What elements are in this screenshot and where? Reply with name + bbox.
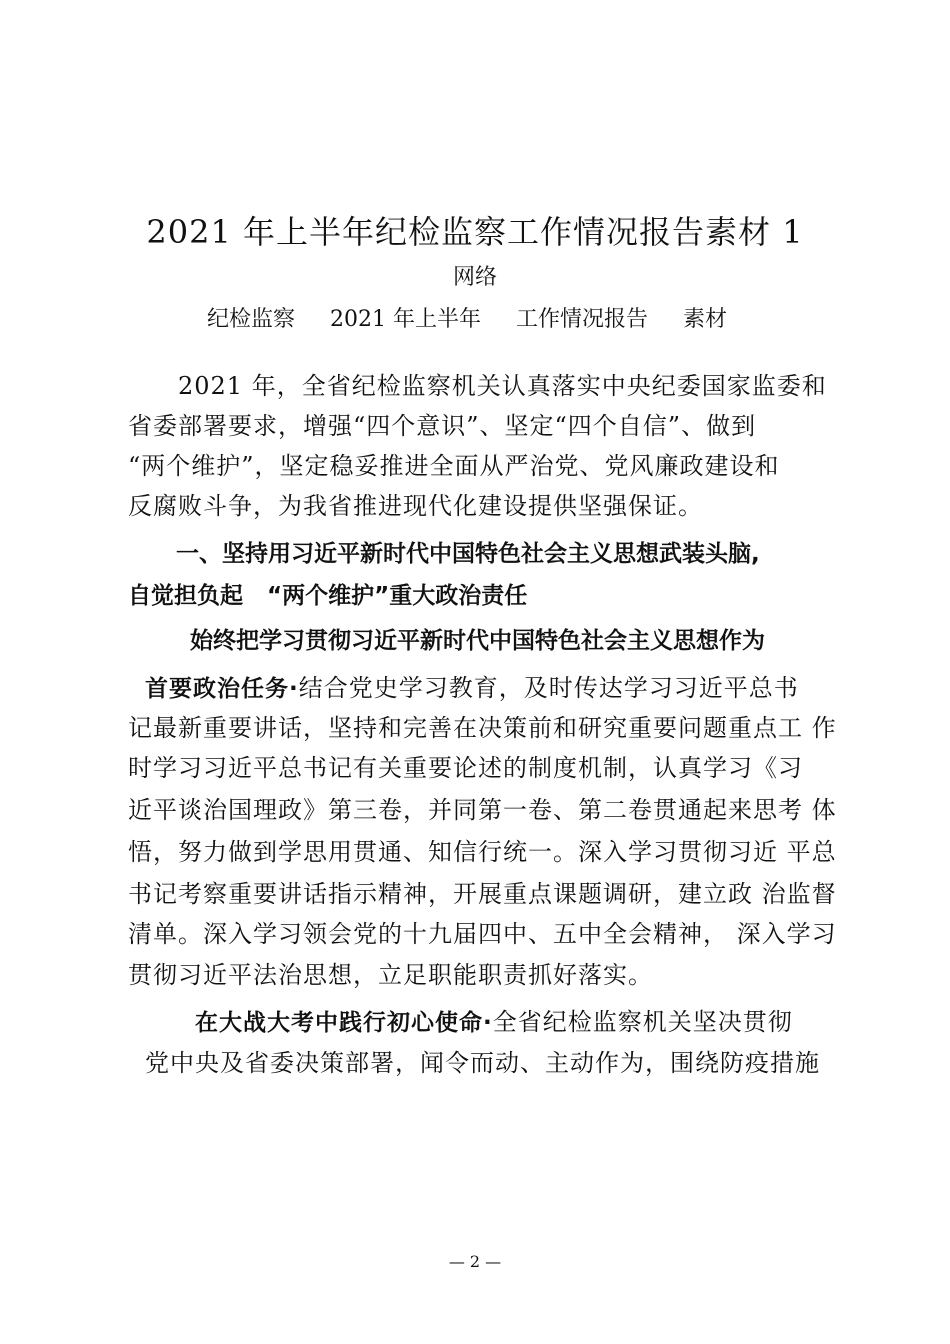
keyword: 素材 xyxy=(683,307,728,332)
para1-bold-phrase: 首要政治任务· xyxy=(145,676,299,702)
para1-line: 悟，努力做到学思用贯通、知信行统一。深入学习贯彻习近 平总 xyxy=(128,838,837,866)
source-label: 网络 xyxy=(452,265,497,290)
page-number: — 2 — xyxy=(448,1252,502,1271)
document-title: 2021 年上半年纪检监察工作情况报告素材 1 xyxy=(146,213,804,251)
intro-line: “两个维护”，坚定稳妥推进全面从严治党、党风廉政建设和 xyxy=(128,452,780,480)
para2-line: 党中央及省委决策部署，闻令而动、主动作为，围绕防疫措施 xyxy=(145,1049,820,1077)
para1-line: 贯彻习近平法治思想，立足职能职责抓好落实。 xyxy=(128,961,653,989)
keyword: 工作情况报告 xyxy=(516,307,649,332)
para2-first-text: 全省纪检监察机关坚决贯彻 xyxy=(492,1008,793,1036)
intro-line: 省委部署要求，增强“四个意识”、坚定“四个自信”、做到 xyxy=(128,412,757,440)
para1-line: 时学习习近平总书记有关重要论述的制度机制，认真学习《习 xyxy=(128,754,803,782)
section-heading-line: 一、坚持用习近平新时代中国特色社会主义思想武装头脑, xyxy=(176,541,760,567)
section-heading-line: 自觉担负起 “两个维护”重大政治责任 xyxy=(128,583,528,609)
keywords-line xyxy=(207,302,755,333)
keyword: 纪检监察 xyxy=(207,307,296,332)
para1-line: 近平谈治国理政》第三卷，并同第一卷、第二卷贯通起来思考 体 xyxy=(128,796,837,824)
para1-line: 清单。深入学习领会党的十九届四中、五中全会精神， 深入学习 xyxy=(128,920,837,948)
para1-line: 书记考察重要讲话指示精神，开展重点课题调研，建立政 治监督 xyxy=(128,880,837,908)
para1-first-text: 结合党史学习教育，及时传达学习习近平总书 xyxy=(298,674,799,702)
para2-bold-phrase: 在大战大考中践行初心使命· xyxy=(195,1010,493,1036)
para2-first-line xyxy=(195,1002,793,1037)
keyword: 2021 年上半年 xyxy=(330,307,481,332)
para1-line: 记最新重要讲话，坚持和完善在决策前和研究重要问题重点工 作 xyxy=(128,714,837,742)
para1-lead: 始终把学习贯彻习近平新时代中国特色社会主义思想作为 xyxy=(190,628,765,654)
para1-first-line xyxy=(145,668,799,703)
intro-line: 2021 年，全省纪检监察机关认真落实中央纪委国家监委和 xyxy=(178,372,827,400)
intro-line: 反腐败斗争，为我省推进现代化建设提供坚强保证。 xyxy=(128,492,703,520)
